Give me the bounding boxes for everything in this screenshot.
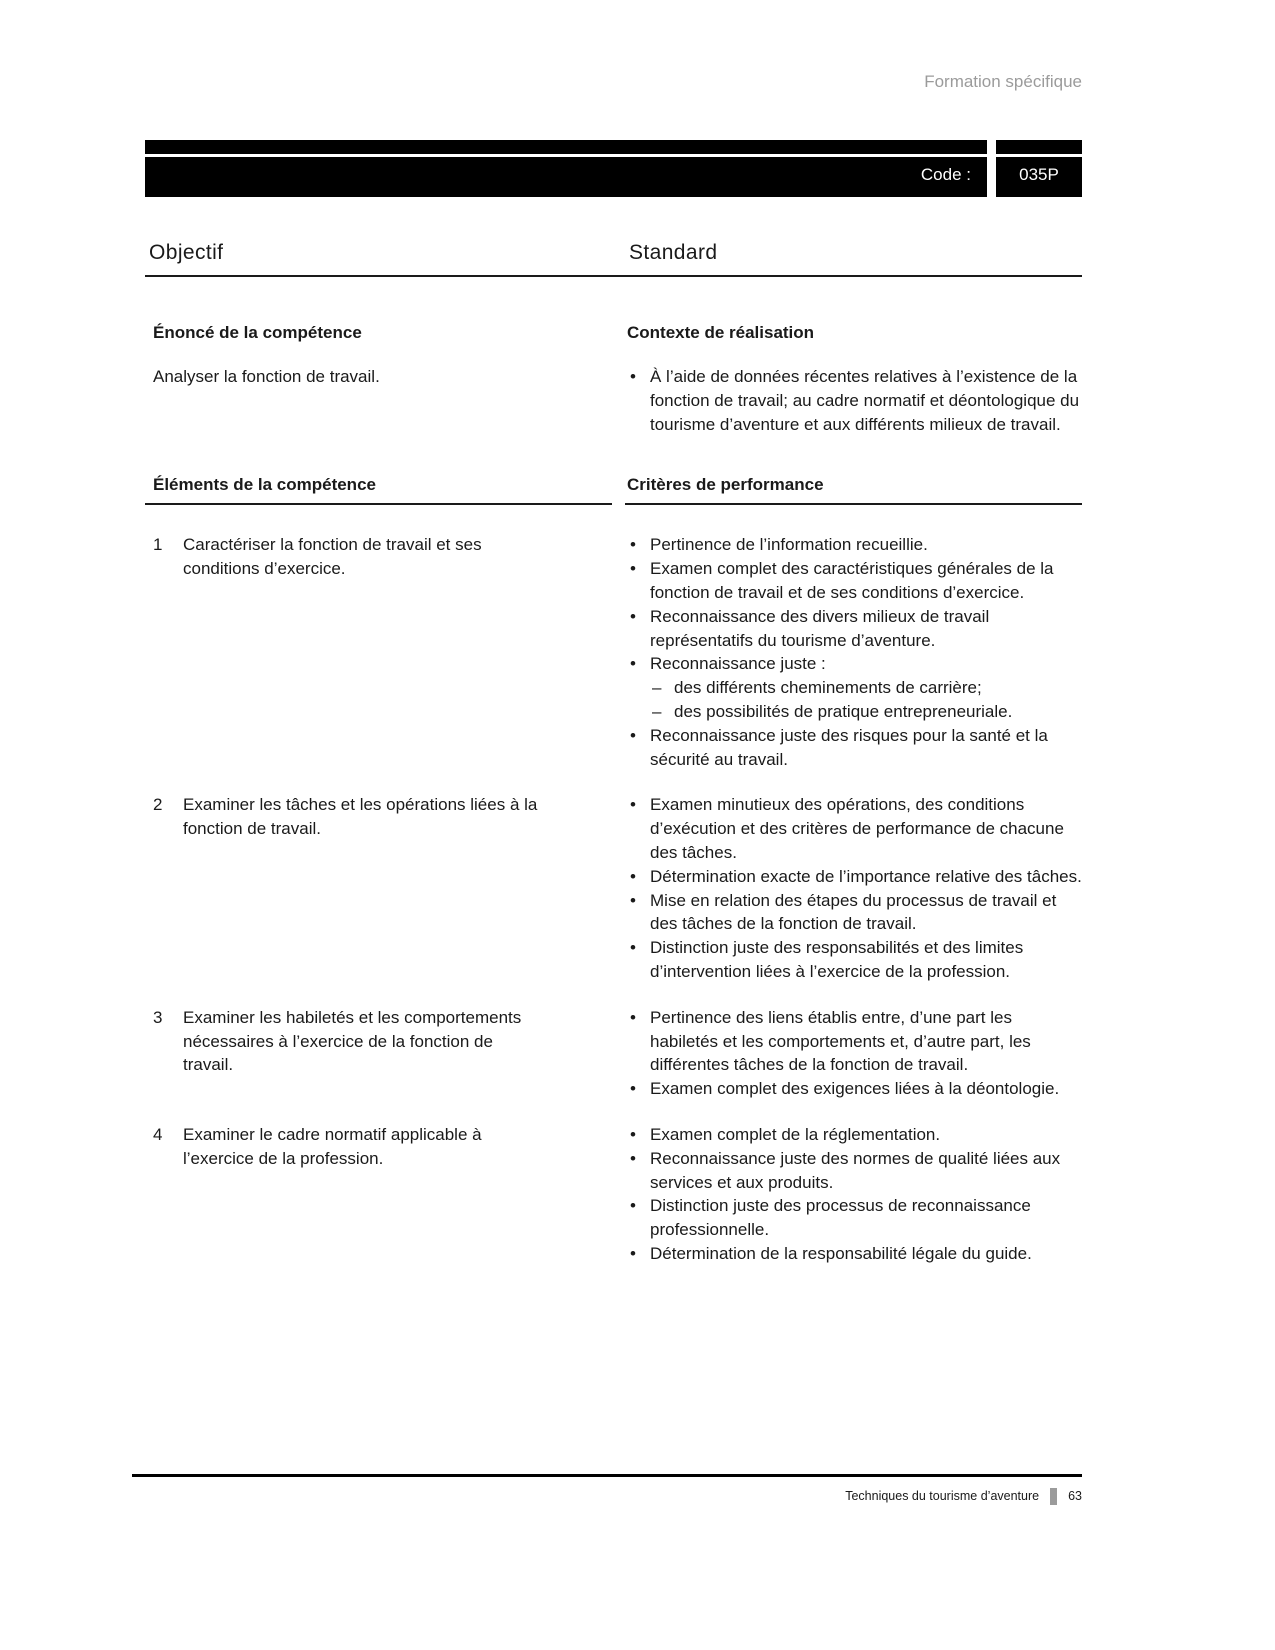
footer <box>845 1488 1082 1506</box>
criteria-item: • Distinction juste des processus de reconnaissance professionnelle. <box>627 1194 1082 1242</box>
element-text: Examiner les habiletés et les comportements nécessaires à l’exercice de la fonction de travail. <box>183 1007 522 1075</box>
criteria-item: • Détermination exacte de l’importance relative des tâches. <box>627 865 1082 889</box>
element-cell <box>145 793 612 983</box>
standard-title: Standard <box>629 241 718 264</box>
element-text: Examiner le cadre normatif applicable à l’exercice de la profession. <box>183 1124 482 1168</box>
footer-rule <box>132 1474 1082 1477</box>
criteres-heading-cell <box>625 473 1082 506</box>
competence-row <box>145 533 1082 771</box>
enonce-heading: Énoncé de la compétence <box>153 323 362 343</box>
criteria-item: • Examen minutieux des opérations, des conditions d’exécution et des critères de performance de chacune des tâches. <box>627 793 1082 864</box>
criteres-heading: Critères de performance <box>627 474 824 494</box>
code-bar-main <box>145 140 987 197</box>
criteria-item: • Reconnaissance juste des risques pour la santé et la sécurité au travail. <box>627 724 1082 772</box>
criteria-item: • Mise en relation des étapes du processus de travail et des tâches de la fonction de travail. <box>627 889 1082 937</box>
running-head: Formation spécifique <box>924 72 1082 91</box>
competence-row <box>145 1006 1082 1101</box>
content-area <box>145 238 1082 1266</box>
element-number: 2 <box>153 795 163 815</box>
element-text: Examiner les tâches et les opérations liées à la fonction de travail. <box>183 795 538 839</box>
elements-heading: Éléments de la compétence <box>153 474 376 494</box>
code-value-box <box>996 140 1082 197</box>
element-number: 1 <box>153 535 163 555</box>
criteria-item: • Pertinence des liens établis entre, d’une part les habiletés et les comportements et, d’autre part, les différentes tâches de la fonction de travail. <box>627 1006 1082 1077</box>
footer-page-number: 63 <box>1068 1489 1082 1503</box>
criteria-item: • Examen complet des exigences liées à la déontologie. <box>627 1077 1082 1101</box>
criteria-item: • Reconnaissance des divers milieux de travail représentatifs du tourisme d’aventure. <box>627 605 1082 653</box>
code-bar-divider <box>987 140 996 197</box>
section-title-row <box>145 238 1082 277</box>
contexte-item: • À l’aide de données récentes relatives à l’existence de la fonction de travail; au cadre normatif et déontologique du tourisme d’aventure et aux différents milieux de travail. <box>627 365 1082 436</box>
criteria-item: • Pertinence de l’information recueillie. <box>627 533 1082 557</box>
element-number: 4 <box>153 1124 163 1144</box>
footer-divider-bar <box>1050 1488 1057 1505</box>
criteria-item: • Examen complet de la réglementation. <box>627 1123 1082 1147</box>
criteria-subitem: – des différents cheminements de carrière; <box>627 676 1082 700</box>
competence-row <box>145 793 1082 983</box>
footer-program-name: Techniques du tourisme d’aventure <box>845 1489 1040 1503</box>
criteria-item: • Reconnaissance juste des normes de qualité liées aux services et aux produits. <box>627 1147 1082 1195</box>
criteria-list <box>625 1006 1082 1101</box>
criteria-list <box>625 533 1082 771</box>
criteria-item: • Distinction juste des responsabilités et des limites d’intervention liées à l’exercice de la profession. <box>627 936 1082 984</box>
code-label: Code : <box>920 164 971 184</box>
contexte-heading: Contexte de réalisation <box>627 323 815 343</box>
contexte-list <box>627 365 1082 436</box>
elements-header-row <box>145 473 1082 506</box>
competence-row <box>145 1123 1082 1266</box>
criteria-item: • Détermination de la responsabilité légale du guide. <box>627 1242 1082 1266</box>
element-text: Caractériser la fonction de travail et ses conditions d’exercice. <box>183 535 482 579</box>
competence-block <box>145 321 1082 436</box>
element-number: 3 <box>153 1007 163 1027</box>
code-value: 035P <box>1019 164 1059 184</box>
enonce-text: Analyser la fonction de travail. <box>153 367 380 387</box>
enonce-cell <box>145 321 612 436</box>
criteria-item: • Examen complet des caractéristiques générales de la fonction de travail et de ses conditions d’exercice. <box>627 557 1082 605</box>
elements-heading-cell <box>145 473 612 506</box>
elements-rows <box>145 533 1082 1265</box>
objectif-title: Objectif <box>149 241 224 264</box>
criteria-list <box>625 1123 1082 1266</box>
element-cell <box>145 1006 612 1101</box>
code-bar <box>145 140 1082 197</box>
contexte-cell <box>625 321 1082 436</box>
element-cell <box>145 533 612 771</box>
criteria-subitem: – des possibilités de pratique entrepreneuriale. <box>627 700 1082 724</box>
element-cell <box>145 1123 612 1266</box>
criteria-item: • Reconnaissance juste : <box>627 652 1082 676</box>
criteria-list <box>625 793 1082 983</box>
